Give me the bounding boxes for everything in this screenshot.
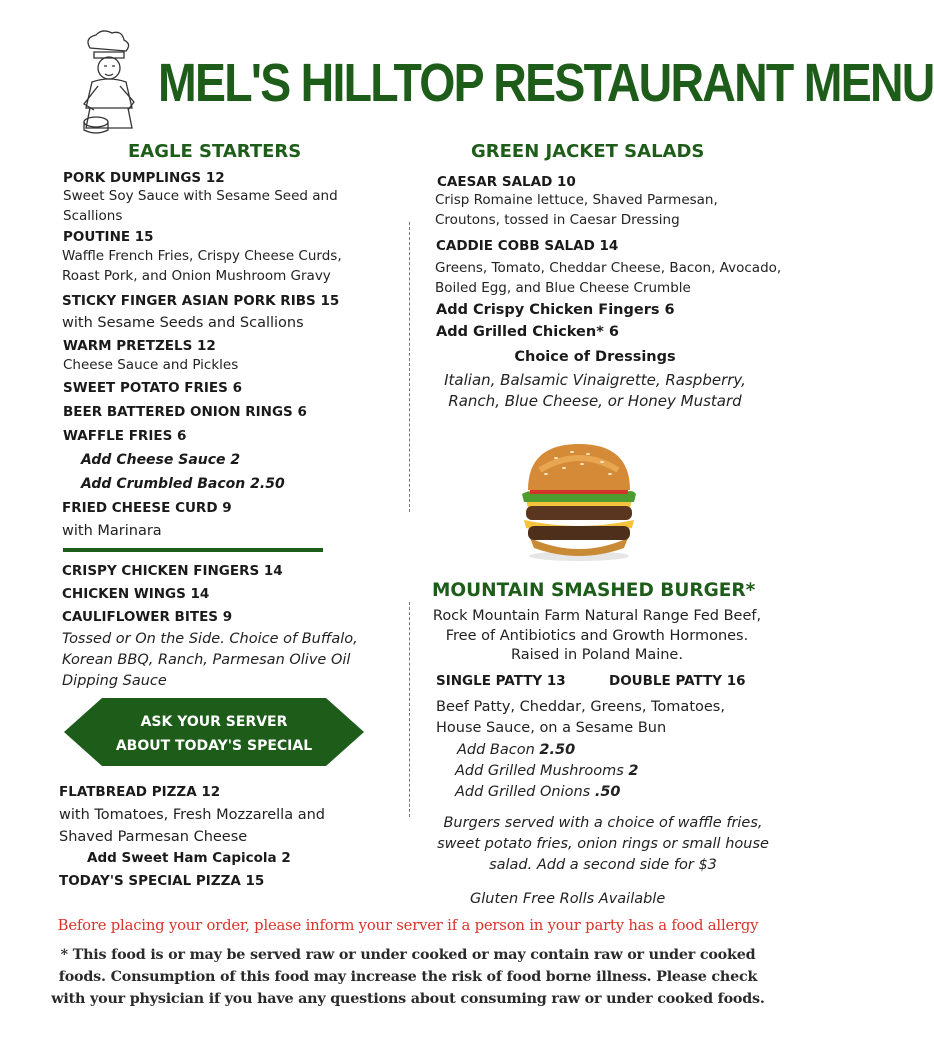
dressings-list: Italian, Balsamic Vinaigrette, Raspberry, Ranch, Blue Cheese, or Honey Mustard xyxy=(444,371,746,410)
starters-heading: EAGLE STARTERS xyxy=(128,141,302,162)
cauliflower-bites-item: CAULIFLOWER BITES 9 xyxy=(62,609,233,625)
allergy-notice: Before placing your order, please inform your server if a person in your party has a food allergy xyxy=(57,917,759,934)
add-ham-capicola: Add Sweet Ham Capicola 2 xyxy=(87,850,291,866)
add-chicken-fingers: Add Crispy Chicken Fingers 6 xyxy=(436,302,675,318)
add-cheese-sauce: Add Cheese Sauce 2 xyxy=(81,452,241,468)
caesar-salad-item: CAESAR SALAD 10 xyxy=(437,174,576,190)
flatbread-pizza-item: FLATBREAD PIZZA 12 xyxy=(59,784,221,800)
pork-dumplings-desc: Sweet Soy Sauce with Sesame Seed and Scallions xyxy=(63,188,338,224)
page-title: MEL'S HILLTOP RESTAURANT MENU xyxy=(158,53,934,113)
special-banner-line1: ASK YOUR SERVER xyxy=(140,714,288,730)
gluten-free-note: Gluten Free Rolls Available xyxy=(470,891,666,907)
special-banner xyxy=(64,698,364,766)
chef-icon xyxy=(68,30,150,138)
sweet-potato-fries-item: SWEET POTATO FRIES 6 xyxy=(63,380,242,396)
waffle-fries-item: WAFFLE FRIES 6 xyxy=(63,428,187,444)
caesar-salad-desc: Crisp Romaine lettuce, Shaved Parmesan, Croutons, tossed in Caesar Dressing xyxy=(435,192,718,228)
flatbread-pizza-desc: with Tomatoes, Fresh Mozzarella and Shaved Parmesan Cheese xyxy=(59,807,325,845)
burger-build-desc: Beef Patty, Cheddar, Greens, Tomatoes, House Sauce, on a Sesame Bun xyxy=(436,699,725,736)
pretzels-desc: Cheese Sauce and Pickles xyxy=(63,357,239,373)
cheese-curd-desc: with Marinara xyxy=(62,523,162,539)
add-crumbled-bacon: Add Crumbled Bacon 2.50 xyxy=(81,476,285,492)
dressings-heading: Choice of Dressings xyxy=(514,349,676,365)
chicken-wings-item: CHICKEN WINGS 14 xyxy=(62,586,210,602)
ribs-item: STICKY FINGER ASIAN PORK RIBS 15 xyxy=(62,293,340,309)
pork-dumplings-item: PORK DUMPLINGS 12 xyxy=(63,170,225,186)
column-divider-top xyxy=(409,222,410,512)
add-grilled-chicken: Add Grilled Chicken* 6 xyxy=(436,324,619,340)
double-patty-item: DOUBLE PATTY 16 xyxy=(609,673,746,689)
section-divider xyxy=(63,548,323,552)
cobb-salad-desc: Greens, Tomato, Cheddar Cheese, Bacon, Avocado, Boiled Egg, and Blue Cheese Crumble xyxy=(435,260,782,296)
chicken-fingers-item: CRISPY CHICKEN FINGERS 14 xyxy=(62,563,283,579)
dipping-sauce-desc: Tossed or On the Side. Choice of Buffalo, Korean BBQ, Ranch, Parmesan Olive Oil Dipping Sauce xyxy=(62,631,358,689)
raw-food-disclaimer: * This food is or may be served raw or under cooked or may contain raw or under cooked foods. Consumption of this food may increase the risk of food borne illness. Please check with your physician if you have any questions about consuming raw or under cooked foods. xyxy=(51,947,765,1007)
poutine-item: POUTINE 15 xyxy=(63,229,154,245)
burger-icon xyxy=(516,440,642,566)
pretzels-item: WARM PRETZELS 12 xyxy=(63,338,216,354)
cheese-curd-item: FRIED CHEESE CURD 9 xyxy=(62,500,232,516)
special-pizza-item: TODAY'S SPECIAL PIZZA 15 xyxy=(59,873,265,889)
add-bacon-burger: Add Bacon 2.50 xyxy=(457,742,576,758)
burger-heading: MOUNTAIN SMASHED BURGER* xyxy=(432,580,756,601)
salads-heading: GREEN JACKET SALADS xyxy=(471,141,705,162)
column-divider-bottom xyxy=(409,602,410,817)
burger-sides-desc: Burgers served with a choice of waffle fries, sweet potato fries, onion rings or small house salad. Add a second side for $3 xyxy=(437,815,769,873)
cobb-salad-item: CADDIE COBB SALAD 14 xyxy=(436,238,619,254)
add-grilled-onions: Add Grilled Onions .50 xyxy=(455,784,621,800)
add-grilled-mushrooms: Add Grilled Mushrooms 2 xyxy=(455,763,639,779)
onion-rings-item: BEER BATTERED ONION RINGS 6 xyxy=(63,404,307,420)
burger-desc: Rock Mountain Farm Natural Range Fed Beef, Free of Antibiotics and Growth Hormones. Raised in Poland Maine. xyxy=(432,608,762,663)
ribs-desc: with Sesame Seeds and Scallions xyxy=(62,315,304,331)
special-banner-line2: ABOUT TODAY'S SPECIAL xyxy=(115,738,313,754)
poutine-desc: Waffle French Fries, Crispy Cheese Curds, Roast Pork, and Onion Mushroom Gravy xyxy=(62,248,342,284)
single-patty-item: SINGLE PATTY 13 xyxy=(436,673,566,689)
